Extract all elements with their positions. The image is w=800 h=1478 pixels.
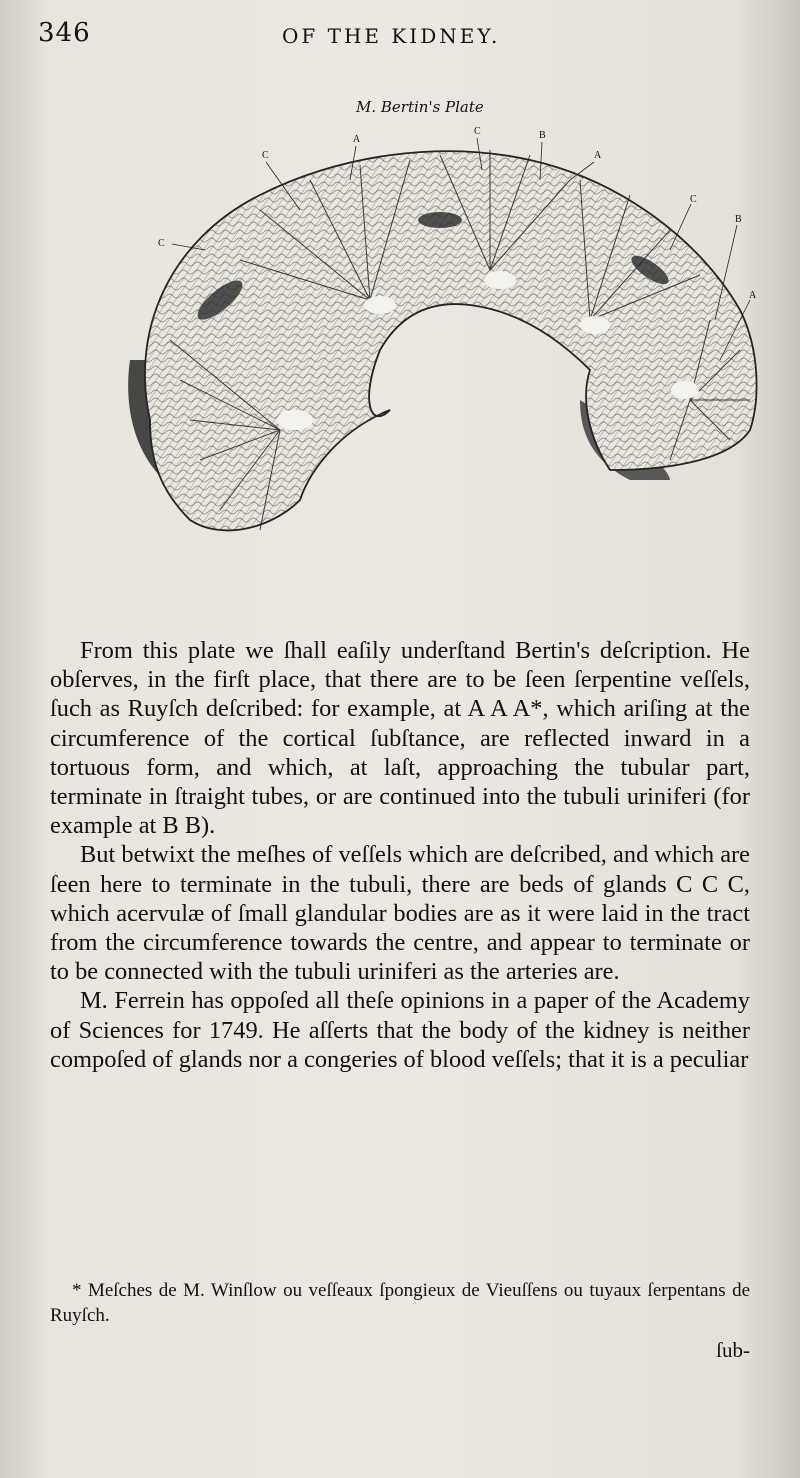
plate-label-c: C — [158, 238, 165, 249]
plate-label-c: C — [474, 126, 481, 137]
plate-label-a: A — [353, 134, 361, 145]
plate-label-c: C — [262, 150, 269, 161]
paragraph: From this plate we ſhall eaſily underſtand Bertin's deſcription. He obſerves, in the firſt place, that there are to be ſeen ſerpentine veſſels, ſuch as Ruyſch deſcribed: for example, at A A A*, which ariſing at the circumference of the cortical ſubſtance, are reflected inward in a tortuous form, and which, at laſt, approaching the tubular part, terminate in ſtraight tubes, or are continued into the tubuli uriniferi (for example at B B). — [50, 637, 750, 840]
page-number: 346 — [38, 18, 91, 48]
plate-label-b: B — [735, 214, 742, 225]
plate-caption: M. Bertin's Plate — [356, 98, 484, 116]
plate-label-a: A — [594, 150, 602, 161]
plate-label-b: B — [539, 130, 546, 141]
paragraph: M. Ferrein has oppoſed all theſe opinions in a paper of the Academy of Sciences for 1749. He aſſerts that the body of the kidney is neither compoſed of glands nor a congeries of blood veſſels; that it is a peculiar — [50, 987, 750, 1073]
paragraph: But betwixt the meſhes of veſſels which are deſcribed, and which are ſeen here to terminate in the tubuli, there are beds of glands C C C, which acervulæ of ſmall glandular bodies are as it were laid in the tract from the circumference towards the centre, and appear to terminate or to be connected with the tubuli uriniferi as the arteries are. — [50, 841, 750, 986]
catchword: ſub- — [716, 1338, 750, 1362]
kidney-section-engraving — [110, 100, 770, 620]
plate-label-c: C — [690, 194, 697, 205]
page-header — [0, 18, 800, 58]
kidney-plate-illustration — [110, 100, 770, 620]
footnote: * Meſches de M. Winſlow ou veſſeaux ſpongieux de Vieuſſens ou tuyaux ſerpentans de Ruyſch. — [50, 1280, 750, 1326]
running-head: OF THE KIDNEY. — [282, 24, 501, 48]
body-text — [50, 636, 750, 1074]
plate-label-a: A — [749, 290, 757, 301]
